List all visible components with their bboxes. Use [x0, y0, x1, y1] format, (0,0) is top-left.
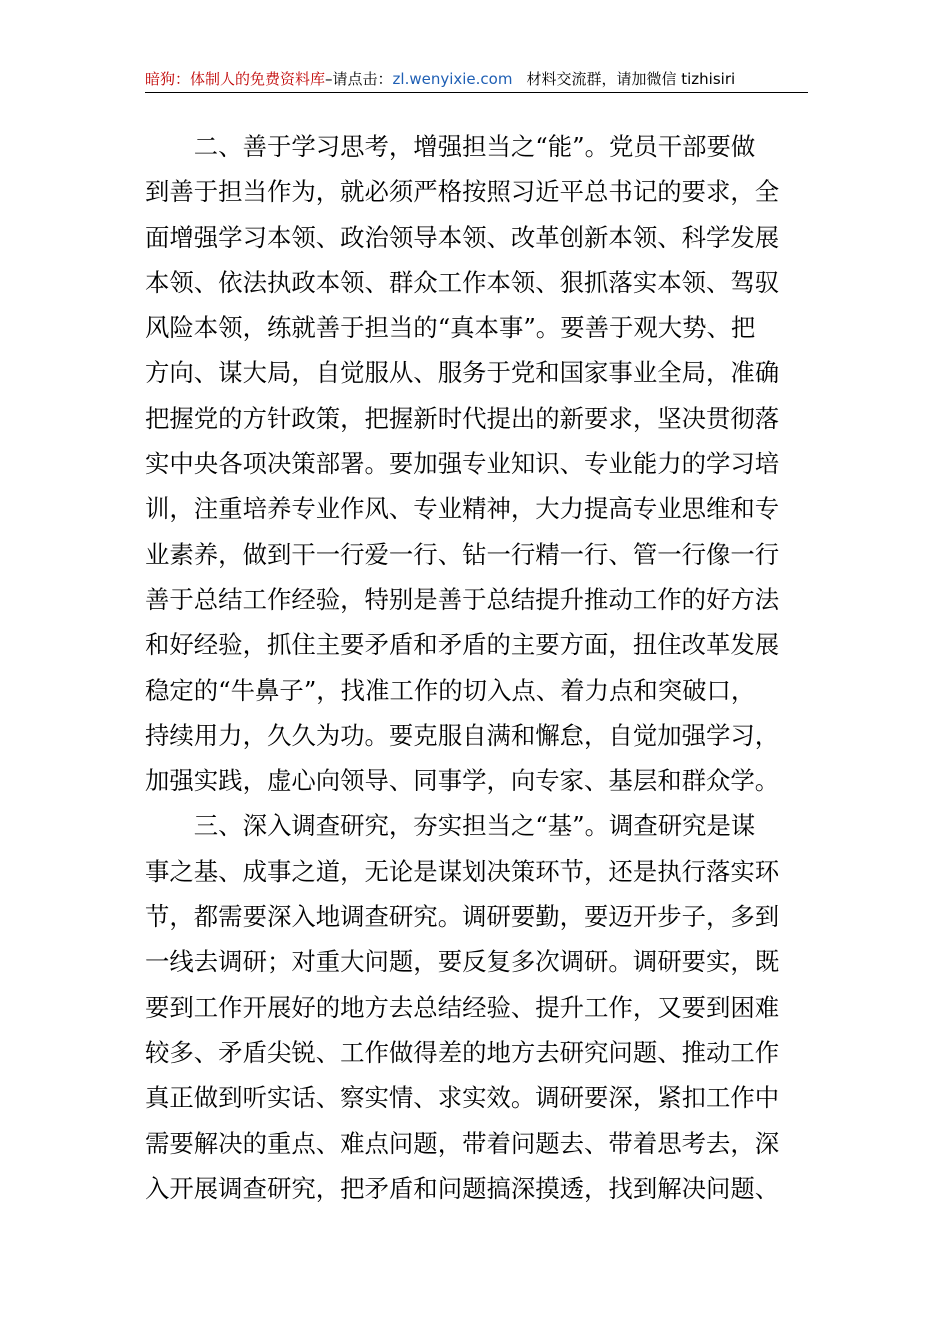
- text-line: 实中央各项决策部署。要加强专业知识、专业能力的学习培: [145, 449, 780, 479]
- document-body: [145, 124, 808, 1211]
- text-line: 持续用力，久久为功。要克服自满和懈怠，自觉加强学习，: [145, 720, 780, 750]
- text-line: 入开展调查研究，把矛盾和问题搞深摸透，找到解决问题、: [145, 1173, 780, 1203]
- text-line: 需要解决的重点、难点问题，带着问题去、带着思考去，深: [145, 1128, 780, 1158]
- text-line: 面增强学习本领、政治领导本领、改革创新本领、科学发展: [145, 222, 780, 252]
- page-header: [145, 66, 808, 93]
- text-line: 稳定的“牛鼻子”，找准工作的切入点、着力点和突破口，: [145, 675, 756, 705]
- text-line: 真正做到听实话、察实情、求实效。调研要深，紧扣工作中: [145, 1083, 780, 1113]
- text-line: 三、深入调查研究，夯实担当之“基”。调查研究是谋: [145, 811, 756, 841]
- header-link[interactable]: zl.wenyixie.com: [392, 70, 513, 88]
- header-brand-text: 暗狗：体制人的免费资料库: [145, 70, 326, 88]
- text-line: 训，注重培养专业作风、专业精神，大力提高专业思维和专: [145, 494, 780, 524]
- text-line: 本领、依法执政本领、群众工作本领、狠抓落实本领、驾驭: [145, 267, 780, 297]
- header-prompt-text: –请点击：: [325, 70, 393, 88]
- text-line: 加强实践，虚心向领导、同事学，向专家、基层和群众学。: [145, 766, 780, 796]
- text-line: 要到工作开展好的地方去总结经验、提升工作，又要到困难: [145, 992, 780, 1022]
- text-line: 较多、矛盾尖锐、工作做得差的地方去研究问题、推动工作: [145, 1037, 780, 1067]
- text-line: 节，都需要深入地调查研究。调研要勤，要迈开步子，多到: [145, 902, 780, 932]
- text-line: 把握党的方针政策，把握新时代提出的新要求，坚决贯彻落: [145, 403, 780, 433]
- text-line: 业素养，做到干一行爱一行、钻一行精一行、管一行像一行: [145, 539, 780, 569]
- text-line: 方向、谋大局，自觉服从、服务于党和国家事业全局，准确: [145, 358, 780, 388]
- text-line: 事之基、成事之道，无论是谋划决策环节，还是执行落实环: [145, 856, 780, 886]
- text-line: 和好经验，抓住主要矛盾和矛盾的主要方面，扭住改革发展: [145, 630, 780, 660]
- text-line: 善于总结工作经验，特别是善于总结提升推动工作的好方法: [145, 584, 780, 614]
- text-line: 一线去调研；对重大问题，要反复多次调研。调研要实，既: [145, 947, 780, 977]
- text-line: 风险本领，练就善于担当的“真本事”。要善于观大势、把: [145, 313, 756, 343]
- text-line: 到善于担当作为，就必须严格按照习近平总书记的要求，全: [145, 177, 780, 207]
- text-line: 二、善于学习思考，增强担当之“能”。党员干部要做: [145, 132, 756, 161]
- header-contact-text: 材料交流群，请加微信 tizhisiri: [526, 70, 736, 88]
